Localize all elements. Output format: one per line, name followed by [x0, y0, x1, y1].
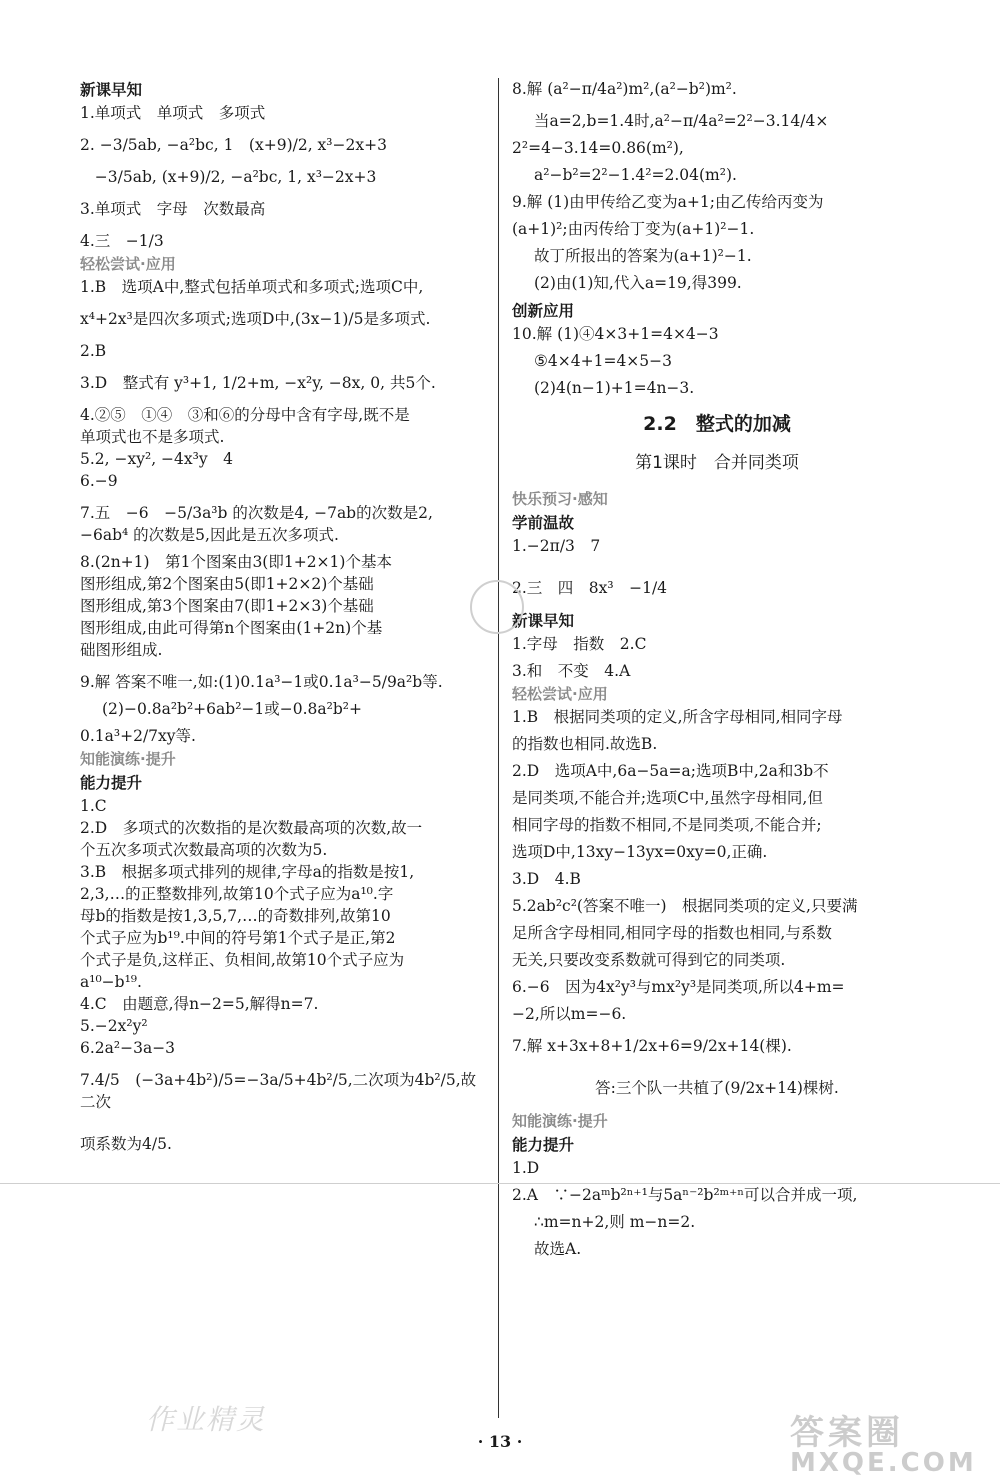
answer-line: 个式子是负,这样正、负相间,故第10个式子应为 — [80, 951, 405, 969]
spacer — [512, 599, 922, 609]
spacer — [80, 298, 490, 308]
answer-line: a²−b²=2²−1.4²=2.04(m²). — [534, 166, 737, 184]
section-heading: 能力提升 — [80, 774, 143, 792]
answer-line: 5.−2x²y² — [80, 1017, 148, 1035]
answer-line: 0.1a³+2/7xy等. — [80, 727, 196, 745]
answer-line: 1.B 根据同类项的定义,所含字母相同,相同字母 — [512, 708, 843, 726]
answer-line: 2.三 四 8x³ −1/4 — [512, 579, 668, 597]
answer-line: (2)由(1)知,代入a=19,得399. — [534, 274, 742, 292]
answer-line: 答:三个队一共植了(9/2x+14)棵树. — [595, 1079, 839, 1097]
answer-line: 6.2a²−3a−3 — [80, 1039, 176, 1057]
answer-line: (a+1)²;由丙传给丁变为(a+1)²−1. — [512, 220, 755, 238]
answer-line: 4.C 由题意,得n−2=5,解得n=7. — [80, 995, 319, 1013]
answer-line: x⁴+2x³是四次多项式;选项D中,(3x−1)/5是多项式. — [80, 310, 431, 328]
answer-line: 1.D — [512, 1159, 540, 1177]
answer-line: 1.−2π/3 7 — [512, 537, 601, 555]
answer-line: 项系数为4/5. — [80, 1135, 172, 1153]
left-column — [80, 78, 490, 1155]
answer-line: 5.2ab²c²(答案不唯一) 根据同类项的定义,只要满 — [512, 897, 858, 915]
answer-line: ⑤4×4+1=4×5−3 — [534, 352, 673, 370]
spacer — [512, 567, 922, 577]
section-band: 知能演练·提升 — [512, 1112, 608, 1130]
answer-line: 当a=2,b=1.4时,a²−π/4a²=2²−3.14/4× — [534, 112, 829, 130]
answer-line: 图形组成,第3个图案由7(即1+2×3)个基础 — [80, 597, 374, 615]
spacer — [512, 1067, 922, 1077]
watermark-left: 作业精灵 — [146, 1403, 267, 1436]
answer-line: 个式子应为b¹⁹.中间的符号第1个式子是正,第2 — [80, 929, 396, 947]
answer-line: 2.B — [80, 342, 107, 360]
answer-line: 3.单项式 字母 次数最高 — [80, 200, 266, 218]
section-heading: 新课早知 — [512, 612, 575, 630]
answer-line: 7.解 x+3x+8+1/2x+6=9/2x+14(棵). — [512, 1037, 792, 1055]
answer-line: 1.单项式 单项式 多项式 — [80, 104, 266, 122]
answer-line: 1.C — [80, 797, 107, 815]
chapter-title: 2.2 整式的加减 — [643, 413, 791, 435]
answer-line: 2. −3/5ab, −a²bc, 1 (x+9)/2, x³−2x+3 — [80, 136, 387, 154]
section-heading: 学前温故 — [512, 514, 575, 532]
watermark-right-en: MXQE.COM — [790, 1448, 977, 1478]
seal-stamp — [470, 580, 524, 634]
spacer — [80, 1123, 490, 1133]
spacer — [80, 1113, 490, 1123]
spacer — [512, 100, 922, 110]
section-band: 快乐预习·感知 — [512, 490, 608, 508]
answer-line: 故选A. — [534, 1240, 582, 1258]
answer-line: 5.2, −xy², −4x³y 4 — [80, 450, 233, 468]
right-column — [512, 78, 922, 1260]
answer-line: 个五次多项式次数最高项的次数为5. — [80, 841, 328, 859]
answer-line: 7.五 −6 −5/3a³b 的次数是4, −7ab的次数是2, — [80, 504, 433, 522]
answer-line: 4.②⑤ ①④ ③和⑥的分母中含有字母,既不是 — [80, 406, 410, 424]
answer-line: 是同类项,不能合并;选项C中,虽然字母相同,但 — [512, 789, 823, 807]
answer-line: −2,所以m=−6. — [512, 1005, 627, 1023]
answer-line: 6.−9 — [80, 472, 118, 490]
spacer — [512, 1025, 922, 1035]
answer-line: 10.解 (1)④4×3+1=4×4−3 — [512, 325, 719, 343]
answer-line: 无关,只要改变系数就可得到它的同类项. — [512, 951, 786, 969]
spacer — [80, 188, 490, 198]
answer-line: 1.B 选项A中,整式包括单项式和多项式;选项C中, — [80, 278, 424, 296]
answer-line: 故丁所报出的答案为(a+1)²−1. — [534, 247, 752, 265]
spacer — [80, 156, 490, 166]
answer-line: 3.D 4.B — [512, 870, 581, 888]
answer-line: 的指数也相同.故选B. — [512, 735, 658, 753]
spacer — [80, 330, 490, 340]
answer-line: 9.解 (1)由甲传给乙变为a+1;由乙传给丙变为 — [512, 193, 824, 211]
answer-line: (2)−0.8a²b²+6ab²−1或−0.8a²b²+ — [102, 700, 362, 718]
answer-line: ∴m=n+2,则 m−n=2. — [534, 1213, 696, 1231]
spacer — [80, 394, 490, 404]
answer-line: 3.和 不变 4.A — [512, 662, 631, 680]
spacer — [80, 492, 490, 502]
answer-line: 8.解 (a²−π/4a²)m²,(a²−b²)m². — [512, 80, 737, 98]
answer-line: 4.三 −1/3 — [80, 232, 164, 250]
answer-line: (2)4(n−1)+1=4n−3. — [534, 379, 695, 397]
answer-line: 2.A ∵−2aᵐb²ⁿ⁺¹与5aⁿ⁻²b²ᵐ⁺ⁿ可以合并成一项, — [512, 1186, 858, 1204]
answer-line: 母b的指数是按1,3,5,7,…的奇数排列,故第10 — [80, 907, 391, 925]
answer-line: 相同字母的指数不相同,不是同类项,不能合并; — [512, 816, 822, 834]
answer-line: 图形组成,第2个图案由5(即1+2×2)个基础 — [80, 575, 374, 593]
answer-line: 3.B 根据多项式排列的规律,字母a的指数是按1, — [80, 863, 415, 881]
answer-line: −3/5ab, (x+9)/2, −a²bc, 1, x³−2x+3 — [80, 168, 377, 186]
watermark-right-cn: 答案圈 — [790, 1413, 904, 1453]
answer-line: 图形组成,由此可得第n个图案由(1+2n)个基 — [80, 619, 383, 637]
section-band: 知能演练·提升 — [80, 750, 176, 768]
answer-line: 1.字母 指数 2.C — [512, 635, 647, 653]
page-number: · 13 · — [477, 1432, 523, 1451]
spacer — [512, 477, 922, 487]
answer-line: 础图形组成. — [80, 641, 163, 659]
answer-line: 3.D 整式有 y³+1, 1/2+m, −x²y, −8x, 0, 共5个. — [80, 374, 436, 392]
spacer — [80, 1059, 490, 1069]
answer-line: 8.(2n+1) 第1个图案由3(即1+2×1)个基本 — [80, 553, 392, 571]
answer-line: 选项D中,13xy−13yx=0xy=0,正确. — [512, 843, 768, 861]
spacer — [512, 1057, 922, 1067]
answer-line: 6.−6 因为4x²y³与mx²y³是同类项,所以4+m= — [512, 978, 845, 996]
answer-line: 足所含字母相同,相同字母的指数也相同,与系数 — [512, 924, 832, 942]
column-divider — [498, 78, 499, 1418]
answer-line: 2.D 多项式的次数指的是次数最高项的次数,故一 — [80, 819, 423, 837]
answer-line: 9.解 答案不唯一,如:(1)0.1a³−1或0.1a³−5/9a²b等. — [80, 673, 443, 691]
answer-line: −6ab⁴ 的次数是5,因此是五次多项式. — [80, 526, 339, 544]
lesson-title: 第1课时 合并同类项 — [635, 453, 799, 473]
spacer — [80, 362, 490, 372]
spacer — [80, 124, 490, 134]
answer-line: 单项式也不是多项式. — [80, 428, 225, 446]
spacer — [512, 1099, 922, 1109]
section-heading: 创新应用 — [512, 302, 575, 320]
section-heading: 能力提升 — [512, 1136, 575, 1154]
spacer — [512, 399, 922, 409]
section-heading: 新课早知 — [80, 81, 143, 99]
spacer — [80, 220, 490, 230]
answer-line: 2.D 选项A中,6a−5a=a;选项B中,2a和3b不 — [512, 762, 829, 780]
answer-line: 2²=4−3.14=0.86(m²), — [512, 139, 684, 157]
spacer — [80, 661, 490, 671]
answer-line: 2,3,…的正整数排列,故第10个式子应为a¹⁰.字 — [80, 885, 394, 903]
spacer — [512, 439, 922, 449]
spacer — [512, 557, 922, 567]
section-band: 轻松尝试·应用 — [80, 255, 176, 273]
section-band: 轻松尝试·应用 — [512, 685, 608, 703]
fold-line — [0, 1183, 1000, 1184]
answer-line: 7.4/5 (−3a+4b²)/5=−3a/5+4b²/5,二次项为4b²/5,故二次 — [80, 1071, 477, 1111]
answer-line: a¹⁰−b¹⁹. — [80, 973, 142, 991]
